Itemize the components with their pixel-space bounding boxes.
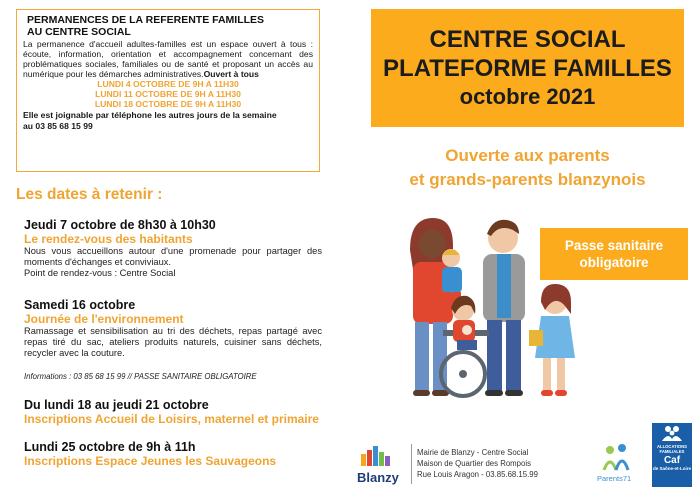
tagline-line1: Ouverte aux parents — [445, 146, 610, 165]
event-habitants-text: Nous vous accueillons autour d'une promenade pour partager des moments d'échanges et conviviaux. — [24, 246, 322, 267]
event-environnement-date: Samedi 16 octobre — [24, 298, 136, 312]
caf-big-text: Caf — [663, 455, 681, 466]
passe-line2: obligatoire — [579, 255, 649, 270]
event-habitants — [24, 218, 322, 279]
permanence-date-1: LUNDI 4 OCTOBRE DE 9H A 11H30 — [97, 79, 239, 89]
event-loisirs-date: Du lundi 18 au jeudi 21 octobre — [24, 398, 209, 412]
event-loisirs-title: Inscriptions Accueil de Loisirs, maternel et primaire — [24, 412, 319, 426]
event-jeunes-date: Lundi 25 octobre de 9h à 11h — [24, 440, 196, 454]
event-jeunes — [24, 440, 322, 468]
event-habitants-meeting: Point de rendez-vous : Centre Social — [24, 268, 176, 278]
parents71-logo-text: Parents71 — [597, 474, 632, 483]
caf-small-text: ALLOCATIONS FAMILIALES — [657, 444, 687, 454]
header-box — [371, 9, 684, 127]
event-environnement — [24, 298, 322, 382]
tagline-line2: et grands-parents blanzynois — [409, 170, 646, 189]
caf-emblem-icon — [659, 423, 685, 443]
father-figure — [483, 220, 525, 396]
event-environnement-info: Informations : 03 85 68 15 99 // PASSE SANITAIRE OBLIGATOIRE — [24, 372, 257, 381]
permanence-description — [23, 39, 313, 79]
event-habitants-title: Le rendez-vous des habitants — [24, 232, 193, 246]
permanence-date-2: LUNDI 11 OCTOBRE DE 9H A 11H30 — [95, 89, 241, 99]
dates-heading: Les dates à retenir : — [16, 186, 163, 203]
permanence-text: La permanence d'accueil adultes-familles est un espace ouvert à tous : écoute, information, orientation et accompagnement concernant des problématiques sociales, familiales ou de santé et proposant un accès au numérique pour les démarches administratives. — [23, 39, 313, 79]
passe-sanitaire-box — [540, 228, 688, 280]
blanzy-logo — [355, 440, 407, 486]
header-line1: CENTRE SOCIAL — [429, 26, 626, 53]
header-line3: octobre 2021 — [459, 84, 596, 109]
caf-region-text: de Saône-et-Loire — [652, 466, 691, 471]
permanence-box — [16, 9, 320, 172]
header-line2: PLATEFORME FAMILLES — [383, 55, 672, 82]
blanzy-logo-text: Blanzy — [357, 470, 399, 485]
permanence-phone-line1: Elle est joignable par téléphone les autres jours de la semaine — [23, 110, 277, 120]
event-environnement-title: Journée de l'environnement — [24, 312, 184, 326]
permanence-title-line1: PERMANENCES DE LA REFERENTE FAMILLES — [27, 14, 265, 26]
footer-address-line1: Mairie de Blanzy - Centre Social — [417, 448, 529, 457]
tagline — [371, 144, 684, 192]
girl-figure — [529, 284, 575, 396]
permanence-date-3: LUNDI 18 OCTOBRE DE 9H A 11H30 — [94, 99, 242, 109]
footer-address-line2: Maison de Quartier des Rompois — [417, 459, 531, 468]
event-loisirs — [24, 398, 322, 426]
footer-address-line3: Rue Louis Aragon - 03.85.68.15.99 — [417, 470, 538, 479]
event-jeunes-title: Inscriptions Espace Jeunes les Sauvageons — [24, 454, 277, 468]
caf-logo — [652, 423, 692, 487]
permanence-phone-line2: au 03 85 68 15 99 — [23, 121, 93, 131]
passe-line1: Passe sanitaire — [564, 238, 664, 253]
footer-address — [417, 447, 538, 480]
footer-divider — [411, 444, 412, 484]
permanence-title-line2: AU CENTRE SOCIAL — [27, 26, 131, 38]
permanence-open-label: Ouvert à tous — [203, 69, 259, 79]
event-habitants-date: Jeudi 7 octobre de 8h30 à 10h30 — [24, 218, 216, 232]
event-environnement-text: Ramassage et sensibilisation au tri des déchets, repas partagé avec repas tiré du sac, ateliers produits naturels, cuisiner sans déchets, recycler avec la couture. — [24, 326, 322, 358]
parents71-logo — [594, 440, 640, 484]
